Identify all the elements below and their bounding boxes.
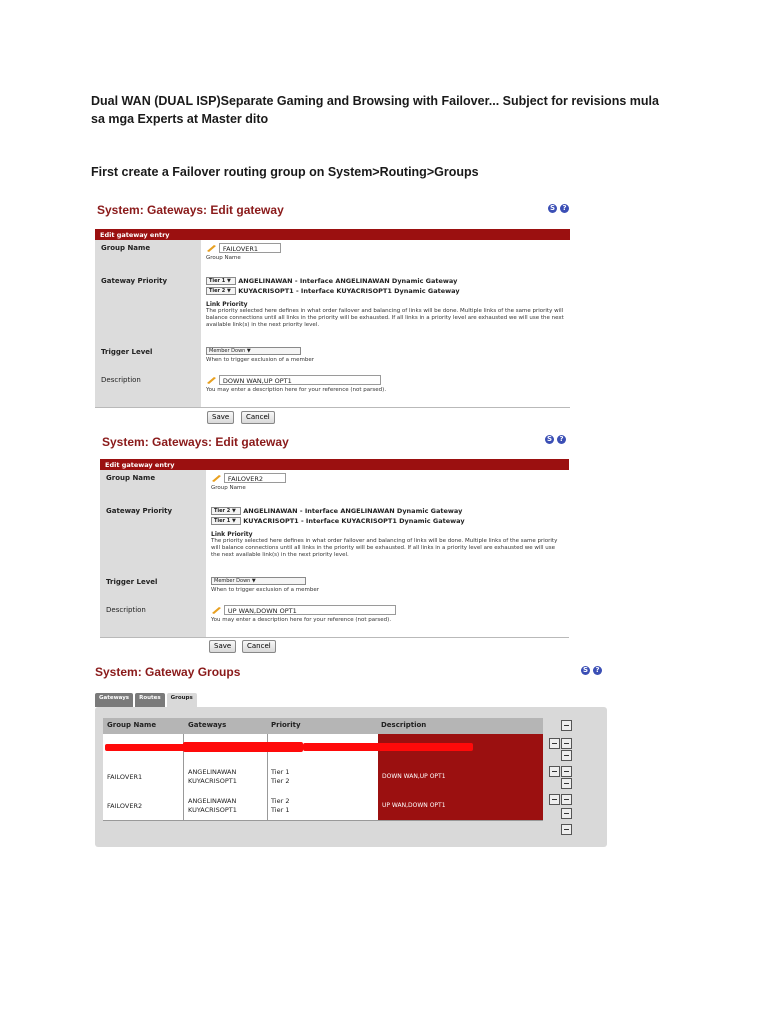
row-group-name: FAILOVER1 [107,773,143,781]
redaction-mark [105,744,185,751]
edit-icon[interactable] [549,794,560,805]
panel1-help-icons [548,204,569,213]
delete-icon[interactable] [561,794,572,805]
col-gateways: Gateways [188,721,227,729]
row-gateway-1: ANGELINAWAN [188,768,237,776]
edit-icon[interactable] [549,766,560,777]
link-priority-text: The priority selected here defines in what order failover and balancing of links will be done. Multiple links of the same priority will balance connections until all links in the priority will be exhausted. If all links in a priority level are exhausted we will use the next available link(s) in the next priority level. [211,538,558,558]
save-button[interactable]: Save [209,640,236,653]
trigger-level-select[interactable]: Member Down ▼ [206,347,301,355]
tab-groups[interactable]: Groups [167,693,197,707]
gateway-priority-label: Gateway Priority [100,503,206,574]
description-label: Description [95,372,201,407]
group-name-hint: Group Name [211,485,246,491]
delete-icon[interactable] [561,738,572,749]
row-priority-2: Tier 2 [271,777,290,785]
gw2-text: KUYACRISOPT1 - Interface KUYACRISOPT1 Dynamic Gateway [243,517,465,525]
row-priority-1: Tier 1 [271,768,290,776]
row-description: UP WAN,DOWN OPT1 [382,802,446,809]
panel2-form [100,459,569,637]
trigger-level-hint: When to trigger exclusion of a member [211,587,320,593]
add-icon[interactable] [561,778,572,789]
edit-icon[interactable] [549,738,560,749]
panel2-form-header: Edit gateway entry [100,459,569,470]
row-priority-1: Tier 2 [271,797,290,805]
add-icon[interactable] [561,824,572,835]
groups-tabs [95,693,197,707]
description-row [100,602,569,638]
group-name-hint: Group Name [206,255,241,261]
link-priority-text: The priority selected here defines in what order failover and balancing of links will be done. Multiple links of the same priority will balance connections until all links in the priority will be exhausted. If all links in a priority level are exhausted we will use the next available link(s) in the next priority level. [206,308,564,328]
group-name-row [100,470,569,504]
cancel-button[interactable]: Cancel [242,640,276,653]
add-icon[interactable] [561,720,572,731]
redaction-mark [183,742,303,752]
cancel-button[interactable]: Cancel [241,411,275,424]
panel2-help-icons [545,435,566,444]
row-group-name: FAILOVER2 [107,802,143,810]
gw1-text: ANGELINAWAN - Interface ANGELINAWAN Dynamic Gateway [243,507,463,515]
row-gateway-2: KUYACRISOPT1 [188,777,237,785]
help-icon[interactable]: ? [593,666,602,675]
tab-routes[interactable]: Routes [135,693,165,707]
groups-table-header [103,718,543,734]
group-name-label: Group Name [95,240,201,273]
gw2-tier-select[interactable]: Tier 2 ▼ [206,287,236,295]
tab-gateways[interactable]: Gateways [95,693,133,707]
service-icon[interactable]: S [546,435,553,443]
trigger-level-label: Trigger Level [95,344,201,372]
col-description: Description [381,721,427,729]
col-group-name: Group Name [107,721,157,729]
group-name-row [95,240,570,274]
groups-title: System: Gateway Groups [95,665,241,679]
delete-icon[interactable] [561,766,572,777]
table-row[interactable] [103,792,543,821]
help-icon[interactable]: ? [557,435,566,444]
table-row[interactable] [103,762,543,793]
intro-text: First create a Failover routing group on System>Routing>Groups [91,165,479,179]
gw1-text: ANGELINAWAN - Interface ANGELINAWAN Dynamic Gateway [238,277,458,285]
row-priority-2: Tier 1 [271,806,290,814]
panel1-form-header: Edit gateway entry [95,229,570,240]
trigger-level-select[interactable]: Member Down ▼ [211,577,306,585]
panel1-form [95,229,570,407]
table-row-redacted [103,734,543,763]
gw1-tier-select[interactable]: Tier 1 ▼ [206,277,236,285]
group-name-label: Group Name [100,470,206,503]
help-icon[interactable]: ? [560,204,569,213]
group-name-input[interactable]: FAILOVER2 [224,473,286,483]
trigger-level-row [100,574,569,603]
group-name-input[interactable]: FAILOVER1 [219,243,281,253]
redaction-mark [303,743,473,751]
panel2-title: System: Gateways: Edit gateway [102,435,289,449]
save-button[interactable]: Save [207,411,234,424]
pencil-icon [211,474,222,482]
panel1-title: System: Gateways: Edit gateway [97,203,284,217]
add-icon[interactable] [561,750,572,761]
gw2-text: KUYACRISOPT1 - Interface KUYACRISOPT1 Dynamic Gateway [238,287,460,295]
description-row [95,372,570,408]
row-gateway-1: ANGELINAWAN [188,797,237,805]
link-priority-title: Link Priority [206,301,248,308]
groups-help-icons [581,666,602,675]
description-hint: You may enter a description here for your reference (not parsed). [211,617,392,623]
gateway-priority-row [100,503,569,575]
pencil-icon [211,606,222,614]
gw2-tier-select[interactable]: Tier 1 ▼ [211,517,241,525]
pencil-icon [206,244,217,252]
link-priority-title: Link Priority [211,531,253,538]
add-icon[interactable] [561,808,572,819]
description-input[interactable]: UP WAN,DOWN OPT1 [224,605,396,615]
row-gateway-2: KUYACRISOPT1 [188,806,237,814]
gw1-tier-select[interactable]: Tier 2 ▼ [211,507,241,515]
trigger-level-row [95,344,570,373]
col-priority: Priority [271,721,301,729]
pencil-icon [206,376,217,384]
gateway-priority-label: Gateway Priority [95,273,201,344]
service-icon[interactable]: S [549,204,556,212]
trigger-level-hint: When to trigger exclusion of a member [206,357,315,363]
description-label: Description [100,602,206,637]
service-icon[interactable]: S [582,666,589,674]
row-description: DOWN WAN,UP OPT1 [382,773,446,780]
gateway-priority-row [95,273,570,345]
document-title: Dual WAN (DUAL ISP)Separate Gaming and Browsing with Failover... Subject for revisions mula sa mga Experts at Master dito [91,94,659,126]
description-input[interactable]: DOWN WAN,UP OPT1 [219,375,381,385]
description-hint: You may enter a description here for your reference (not parsed). [206,387,387,393]
trigger-level-label: Trigger Level [100,574,206,602]
